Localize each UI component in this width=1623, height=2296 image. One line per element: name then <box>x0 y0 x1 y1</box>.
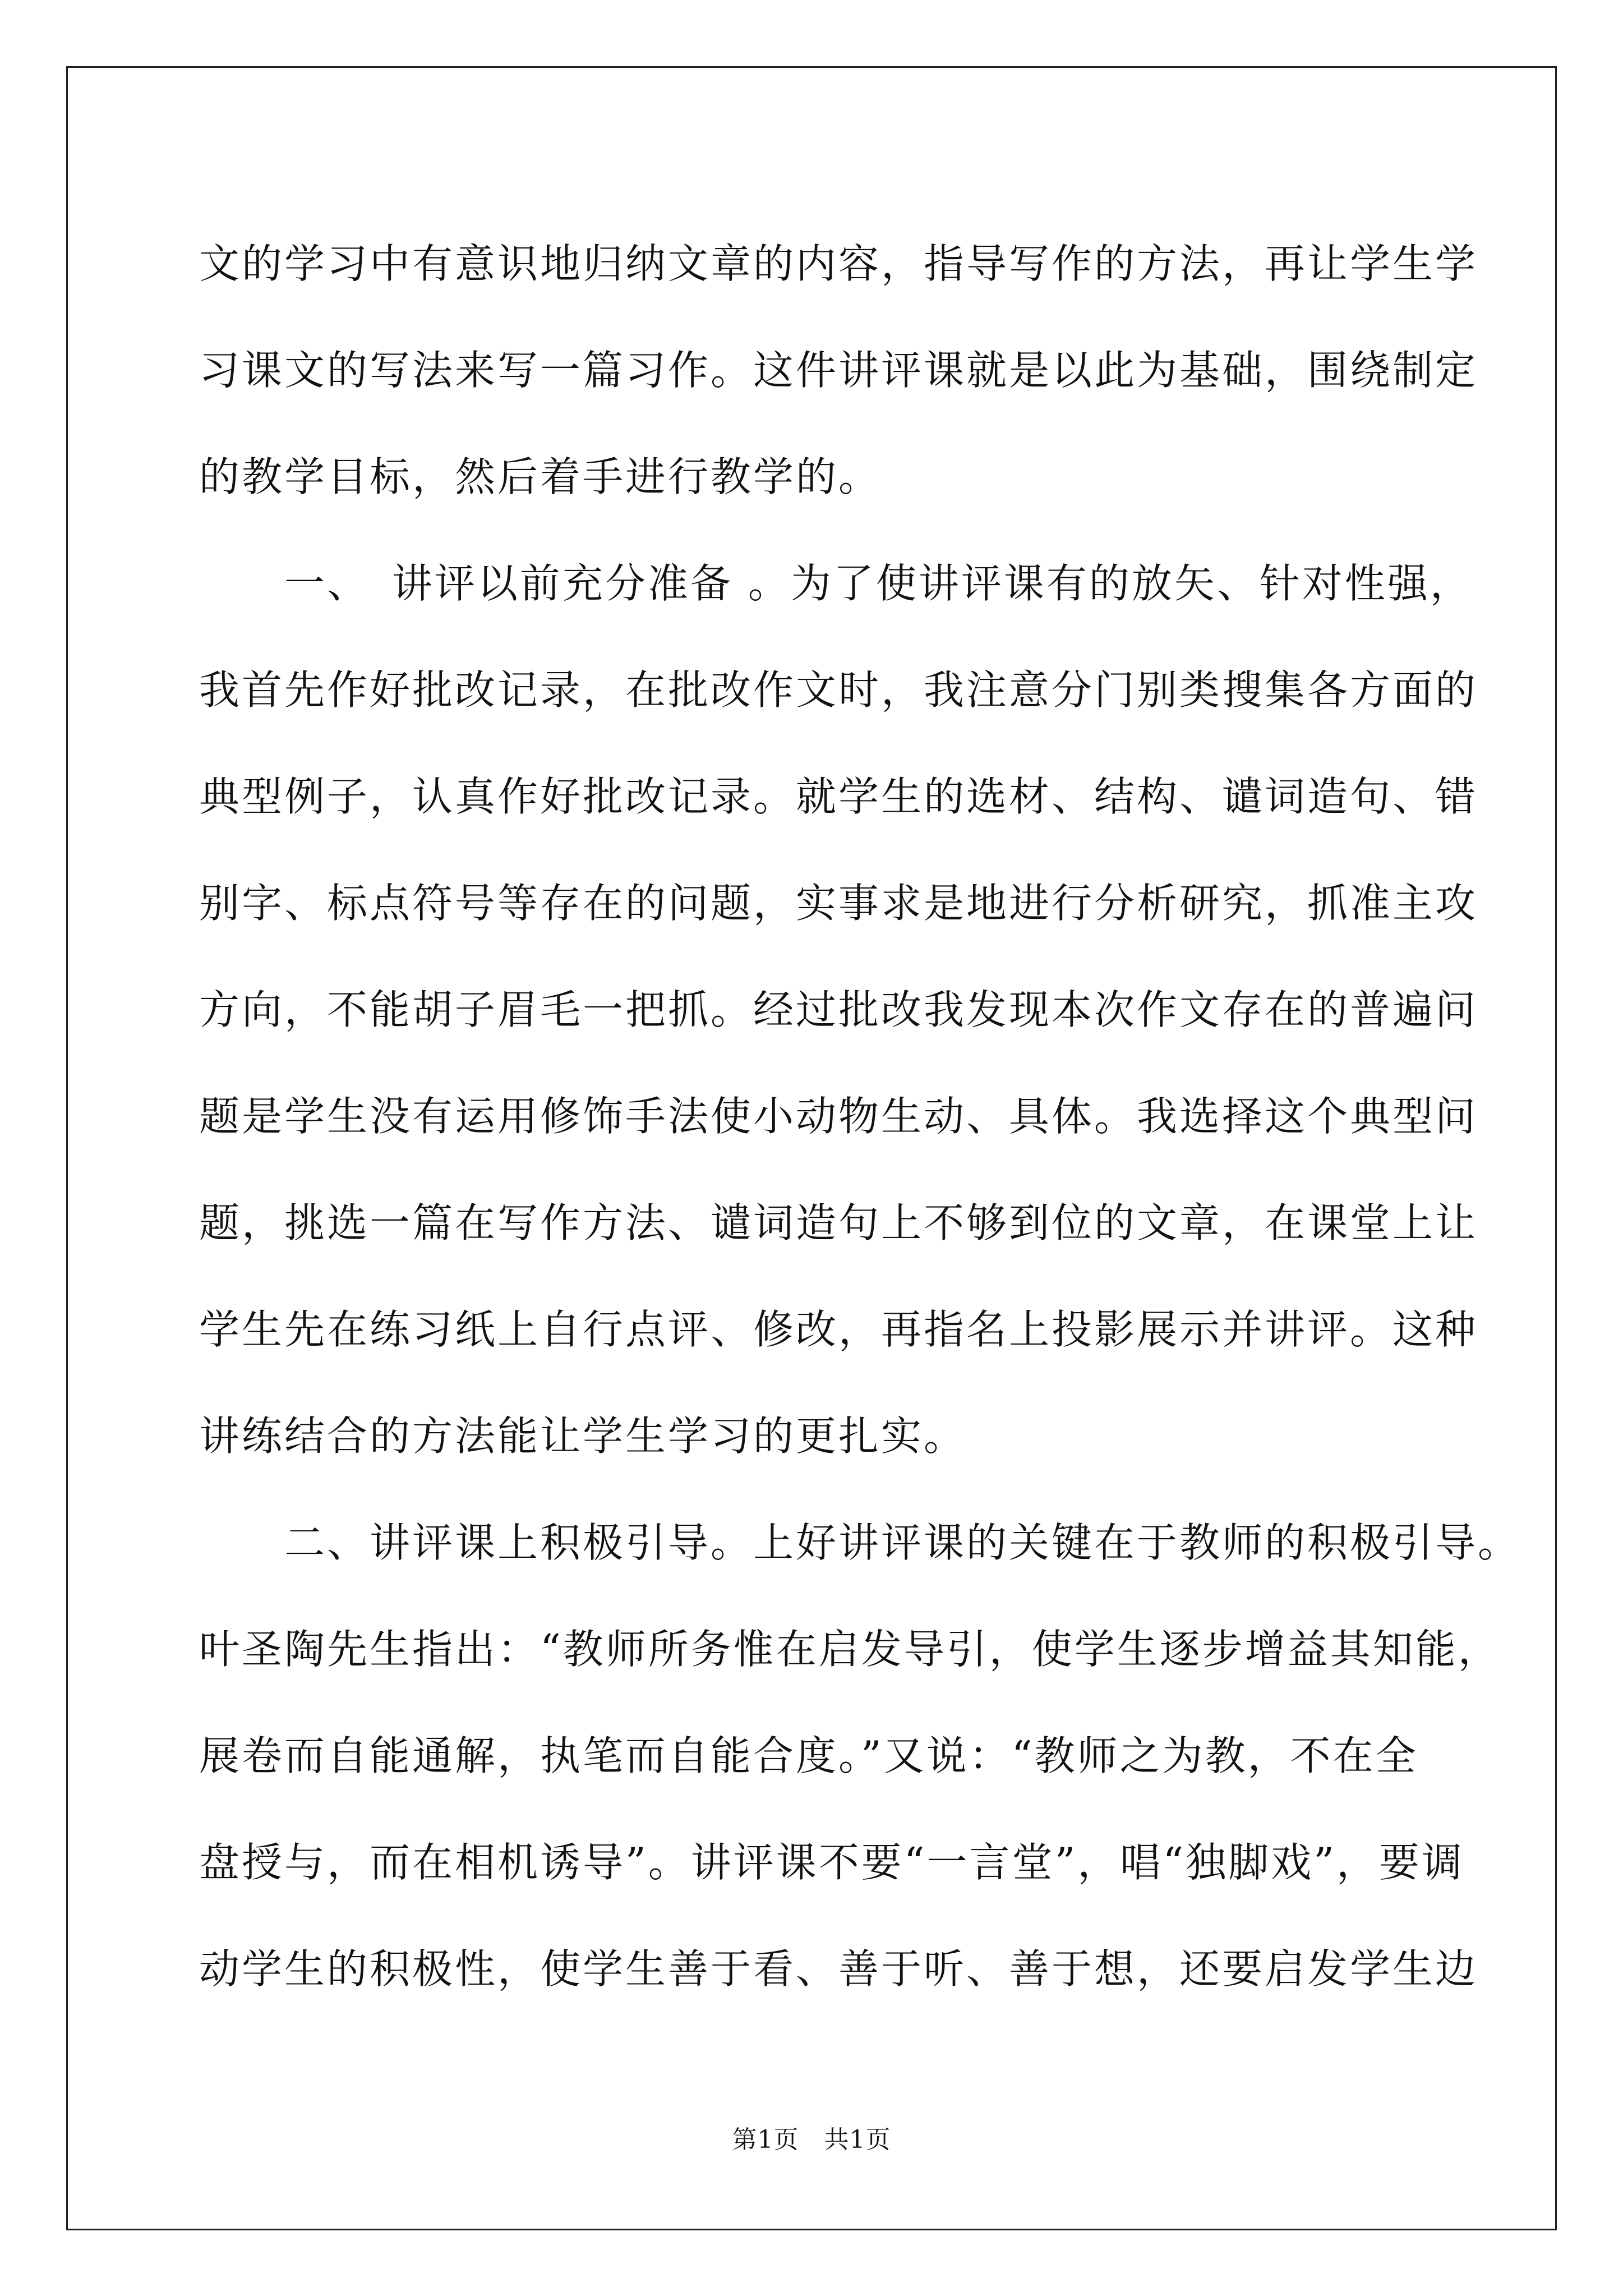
text-line: 题是学生没有运用修饰手法使小动物生动、具体。我选择这个典型问 <box>199 1093 1478 1140</box>
text-line: 方向，不能胡子眉毛一把抓。经过批改我发现本次作文存在的普遍问 <box>199 986 1478 1033</box>
text-line: 展卷而自能通解，执笔而自能合度。”又说：“教师之为教，不在全 <box>199 1732 1418 1779</box>
text-line: 叶圣陶先生指出：“教师所务惟在启发导引，使学生逐步增益其知能， <box>199 1626 1501 1673</box>
text-line: 盘授与，而在相机诱导”。讲评课不要“一言堂”，唱“独脚戏”，要调 <box>199 1839 1465 1886</box>
text-line: 动学生的积极性，使学生善于看、善于听、善于想，还要启发学生边 <box>199 1945 1478 1993</box>
text-line: 讲练结合的方法能让学生学习的更扎实。 <box>199 1412 967 1460</box>
text-line: 文的学习中有意识地归纳文章的内容，指导写作的方法，再让学生学 <box>199 240 1478 287</box>
text-line: 题，挑选一篇在写作方法、谴词造句上不够到位的文章，在课堂上让 <box>199 1199 1478 1246</box>
document-body <box>199 210 1521 2022</box>
page-footer: 第1页 共1页 <box>732 2125 891 2154</box>
text-line: 我首先作好批改记录，在批改作文时，我注意分门别类搜集各方面的 <box>199 666 1478 714</box>
text-line: 二、讲评课上积极引导。上好讲评课的关键在于教师的积极引导。 <box>199 1519 1521 1566</box>
text-line: 典型例子，认真作好批改记录。就学生的选材、结构、谴词造句、错 <box>199 773 1478 820</box>
text-line: 别字、标点符号等存在的问题，实事求是地进行分析研究，抓准主攻 <box>199 880 1478 927</box>
text-line: 的教学目标，然后着手进行教学的。 <box>199 453 882 500</box>
text-line: 一、 讲评以前充分准备 。为了使讲评课有的放矢、针对性强， <box>199 560 1473 607</box>
text-line: 习课文的写法来写一篇习作。这件讲评课就是以此为基础，围绕制定 <box>199 347 1478 394</box>
text-line: 学生先在练习纸上自行点评、修改，再指名上投影展示并讲评。这种 <box>199 1306 1478 1353</box>
